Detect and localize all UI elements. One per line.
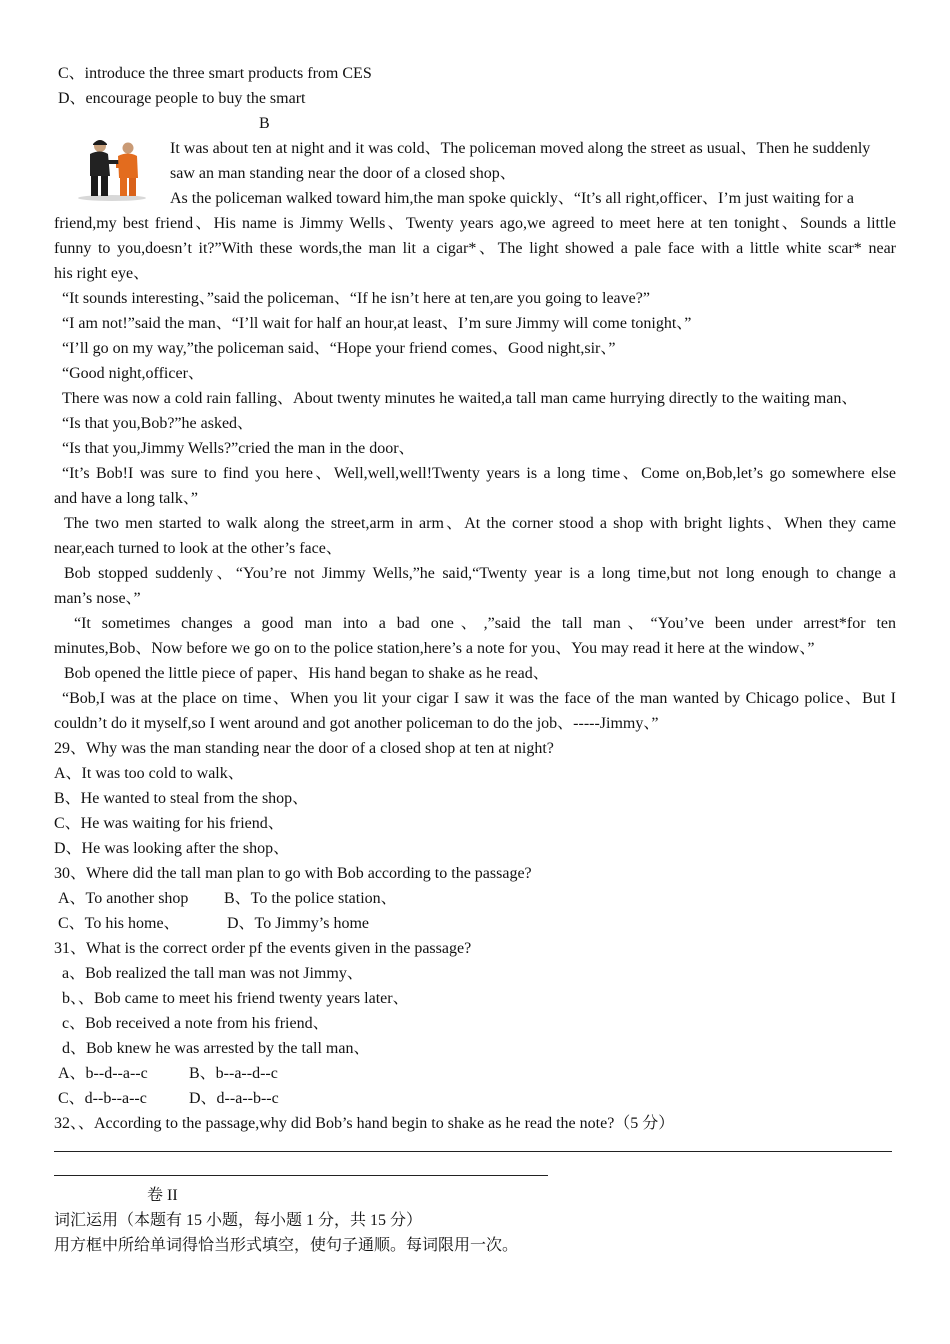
passage-p1-line1: It was about ten at night and it was cold、The policeman moved along the street as usual、Then he suddenly <box>170 140 871 157</box>
question-29-option-a[interactable]: A、It was too cold to walk、 <box>54 765 244 782</box>
question-31-option-b[interactable]: B、b--a--d--c <box>189 1065 278 1082</box>
passage-p5: “I’ll go on my way,”the policeman said、“Hope your friend comes、Good night,sir、” <box>62 340 616 357</box>
passage-p2-line2: friend,my best friend、His name is Jimmy Wells、Twenty years ago,we agreed to meet here at ten tonight、Sounds a little <box>54 215 896 232</box>
passage-p2-line1: As the policeman walked toward him,the man spoke quickly、“It’s all right,officer、I’m just waiting for a <box>170 190 854 207</box>
passage-p2-line3: funny to you,doesn’t it?”With these words,the man lit a cigar*、The light showed a pale face with a little white scar* near <box>54 240 896 257</box>
answer-line-2[interactable] <box>54 1175 548 1176</box>
question-31-event-c: c、Bob received a note from his friend、 <box>62 1015 329 1032</box>
prev-option-c: C、introduce the three smart products from CES <box>58 65 372 82</box>
passage-p9: “Is that you,Jimmy Wells?”cried the man in the door、 <box>62 440 415 457</box>
passage-p13-line1: “It sometimes changes a good man into a bad one、,”said the tall man、“You’ve been under arrest*for ten <box>74 615 896 632</box>
question-31-option-a[interactable]: A、b--d--a--c <box>58 1065 148 1082</box>
question-32-stem: 32、、According to the passage,why did Bob’s hand begin to shake as he read the note?（5 分） <box>54 1115 675 1132</box>
vocabulary-heading: 词汇运用（本题有 15 小题，每小题 1 分，共 15 分） <box>54 1212 423 1229</box>
passage-p2-line4: his right eye、 <box>54 265 150 282</box>
question-30-stem: 30、Where did the tall man plan to go with Bob according to the passage? <box>54 865 532 882</box>
passage-p12-line1: Bob stopped suddenly、“You’re not Jimmy Wells,”he said,“Twenty year is a long time,but not long enough to change a <box>64 565 896 582</box>
question-31-event-a: a、Bob realized the tall man was not Jimmy、 <box>62 965 363 982</box>
question-30-option-a[interactable]: A、To another shop <box>58 890 189 907</box>
vocabulary-instruction: 用方框中所给单词得恰当形式填空，使句子通顺。每词限用一次。 <box>54 1237 519 1254</box>
prev-option-d: D、encourage people to buy the smart <box>58 90 306 107</box>
passage-p7: There was now a cold rain falling、About twenty minutes he waited,a tall man came hurrying directly to the waiting man、 <box>62 390 858 407</box>
part-2-title: 卷 II <box>147 1187 178 1204</box>
section-label: B <box>259 115 270 132</box>
question-31-stem: 31、What is the correct order pf the events given in the passage? <box>54 940 472 957</box>
question-30-option-b[interactable]: B、To the police station、 <box>224 890 397 907</box>
passage-p8: “Is that you,Bob?”he asked、 <box>62 415 254 432</box>
passage-p10-line2: and have a long talk、” <box>54 490 198 507</box>
question-31-option-c[interactable]: C、d--b--a--c <box>58 1090 147 1107</box>
question-31-option-d[interactable]: D、d--a--b--c <box>189 1090 279 1107</box>
passage-p14: Bob opened the little piece of paper、His hand began to shake as he read、 <box>64 665 549 682</box>
answer-line-1[interactable] <box>54 1151 892 1152</box>
passage-p10-line1: “It’s Bob!I was sure to find you here、Well,well,well!Twenty years is a long time、Come on,Bob,let’s go somewhere else <box>62 465 897 482</box>
passage-p11-line1: The two men started to walk along the street,arm in arm、At the corner stood a shop with bright lights、When they came <box>64 515 897 532</box>
passage-p15-line1: “Bob,I was at the place on time、When you lit your cigar I saw it was the face of the man wanted by Chicago police、But I <box>62 690 896 707</box>
policeman-arrest-illustration <box>72 136 152 202</box>
question-31-event-b: b、、Bob came to meet his friend twenty years later、 <box>62 990 409 1007</box>
passage-p15-line2: couldn’t do it myself,so I went around and got another policeman to do the job、-----Jimmy、” <box>54 715 659 732</box>
question-29-stem: 29、Why was the man standing near the door of a closed shop at ten at night? <box>54 740 554 757</box>
question-29-option-b[interactable]: B、He wanted to steal from the shop、 <box>54 790 309 807</box>
question-29-option-d[interactable]: D、He was looking after the shop、 <box>54 840 290 857</box>
passage-p3: “It sounds interesting、”said the policeman、“If he isn’t here at ten,are you going to leave?” <box>62 290 650 307</box>
passage-p12-line2: man’s nose、” <box>54 590 141 607</box>
passage-p13-line2: minutes,Bob、Now before we go on to the police station,here’s a note for you、You may read it here at the window、” <box>54 640 815 657</box>
passage-p11-line2: near,each turned to look at the other’s face、 <box>54 540 342 557</box>
question-31-event-d: d、Bob knew he was arrested by the tall man、 <box>62 1040 370 1057</box>
question-29-option-c[interactable]: C、He was waiting for his friend、 <box>54 815 284 832</box>
passage-p4: “I am not!”said the man、“I’ll wait for half an hour,at least、I’m sure Jimmy will come tonight、” <box>62 315 692 332</box>
question-30-option-c[interactable]: C、To his home、 <box>58 915 180 932</box>
question-30-option-d[interactable]: D、To Jimmy’s home <box>227 915 369 932</box>
passage-p1-line2: saw an man standing near the door of a closed shop、 <box>170 165 516 182</box>
passage-p6: “Good night,officer、 <box>62 365 204 382</box>
